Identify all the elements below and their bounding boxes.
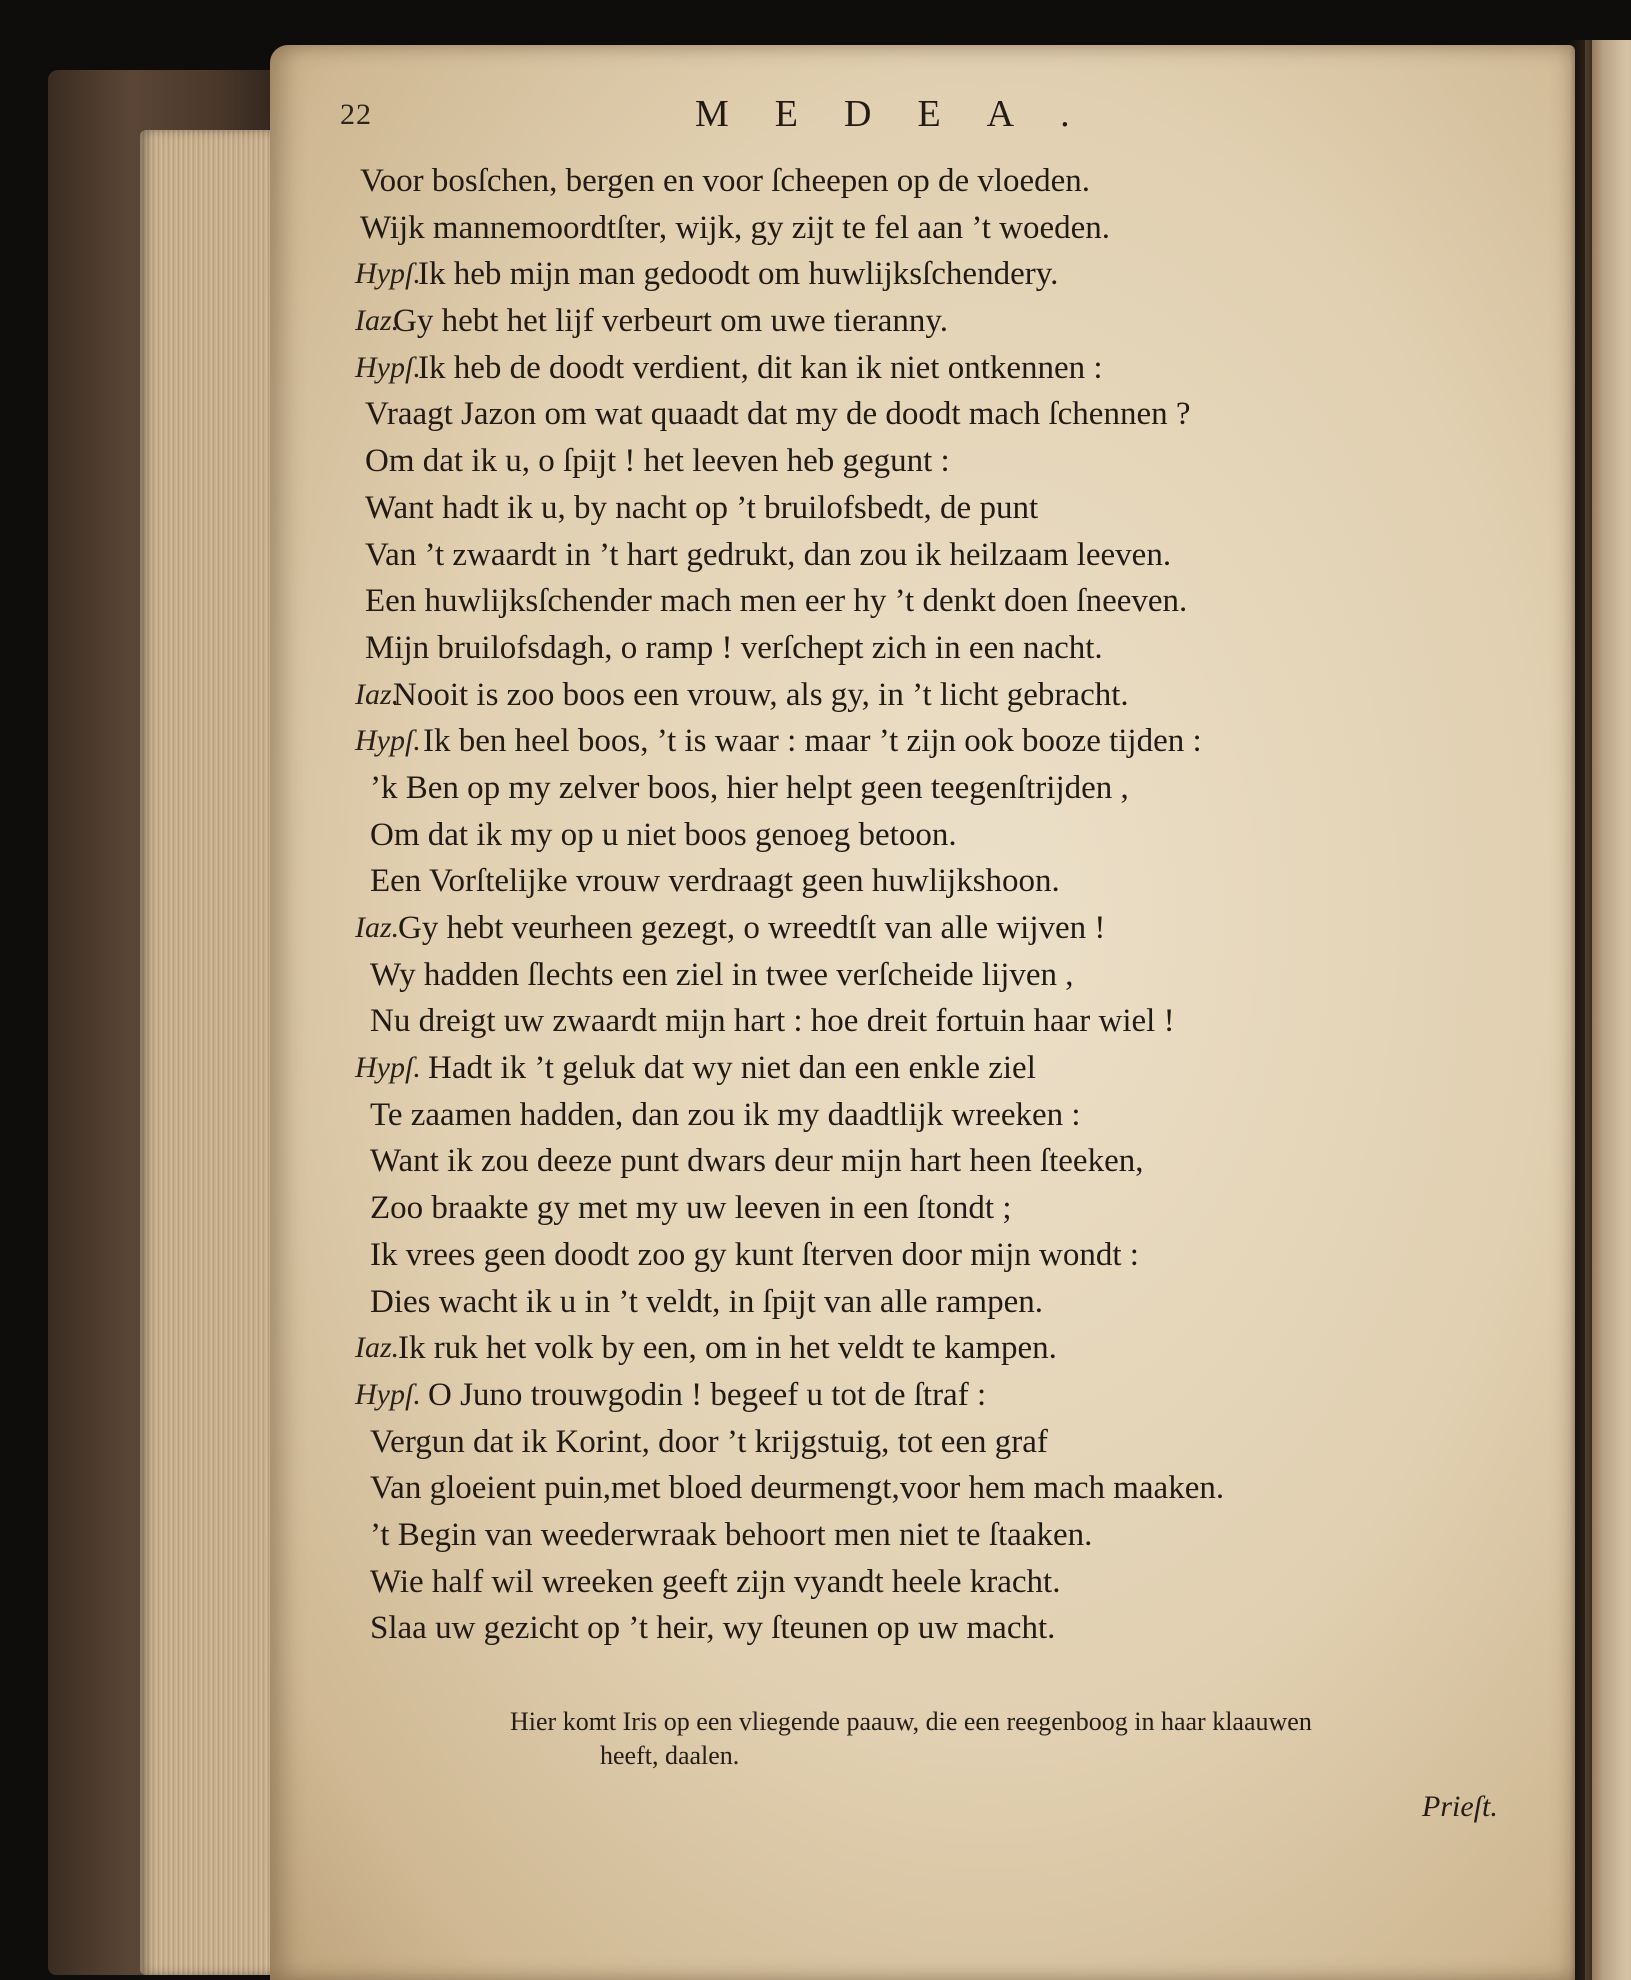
verse-line-text: Wy hadden ſlechts een ziel in twee verſcheide lijven , <box>370 956 1074 993</box>
verse-line <box>355 672 1575 719</box>
stage-direction-line: Hier komt Iris op een vliegende paauw, die een reegenboog in haar klaauwen <box>510 1707 1312 1736</box>
verse-line-text: Vergun dat ik Korint, door ’t krijgstuig, tot een graf <box>370 1423 1048 1460</box>
verse-line-text: Gy hebt veurheen gezegt, o wreedtſt van alle wijven ! <box>398 910 1106 946</box>
verse-line-text: Hadt ik ’t geluk dat wy niet dan een enkle ziel <box>428 1050 1036 1087</box>
verse-line-text: Mijn bruilofsdagh, o ramp ! verſchept zich in een nacht. <box>365 629 1103 666</box>
verse-line-text: Van ’t zwaardt in ’t hart gedrukt, dan zou ik heilzaam leeven. <box>365 536 1172 573</box>
verse-line <box>355 1325 1575 1372</box>
verse-line <box>355 1419 1575 1466</box>
verse-line-text: Nooit is zoo boos een vrouw, als gy, in ’t licht gebracht. <box>393 676 1129 713</box>
verse-line <box>355 1185 1575 1232</box>
verse-line-text: Voor bosſchen, bergen en voor ſcheepen op de vloeden. <box>360 163 1091 199</box>
verse-line-text: Om dat ik my op u niet boos genoeg betoon. <box>370 816 957 853</box>
verse-line <box>355 391 1575 438</box>
verse-line <box>355 1559 1575 1606</box>
verse-line-text: Te zaamen hadden, dan zou ik my daadtlijk wreeken : <box>370 1096 1081 1133</box>
verse-line <box>355 1092 1575 1139</box>
verse-line-text: ’t Begin van weederwraak behoort men niet te ſtaaken. <box>370 1516 1093 1553</box>
speaker-name: Hypſ. <box>355 1377 421 1411</box>
verse-line-text: Om dat ik u, o ſpijt ! het leeven heb gegunt : <box>365 443 950 480</box>
verse-line <box>355 952 1575 999</box>
verse-line-text: O Juno trouwgodin ! begeef u tot de ſtraf : <box>428 1376 987 1413</box>
speaker-name: Iaz. <box>355 677 400 711</box>
verse-line <box>355 1605 1575 1652</box>
verse-line-text: Ik ruk het volk by een, om in het veldt te kampen. <box>398 1330 1057 1367</box>
running-title: MEDEA. <box>695 93 1116 135</box>
verse-line <box>355 345 1575 392</box>
verse-line-text: Ik heb mijn man gedoodt om huwlijksſchendery. <box>418 256 1059 293</box>
verse-line-text: Wijk mannemoordtſter, wijk, gy zijt te fel aan ’t woeden. <box>360 209 1111 246</box>
verse-line <box>355 1279 1575 1326</box>
verse-line-text: Vraagt Jazon om wat quaadt dat my de doodt mach ſchennen ? <box>365 396 1191 433</box>
verse-line-text: Slaa uw gezicht op ’t heir, wy ſteunen op uw macht. <box>370 1610 1056 1647</box>
verse-line <box>355 1232 1575 1279</box>
verse-line <box>355 1512 1575 1559</box>
verse-line <box>355 905 1575 952</box>
verse-line <box>355 438 1575 485</box>
page-header <box>340 92 1570 142</box>
verse-line-text: ’k Ben op my zelver boos, hier helpt geen teegenſtrijden , <box>370 769 1129 806</box>
verse-line-text: Van gloeient puin,met bloed deurmengt,voor hem mach maaken. <box>370 1470 1225 1507</box>
stage-direction <box>510 1705 1530 1773</box>
verse-line <box>355 485 1575 532</box>
verse-line-text: Gy hebt het lijf verbeurt om uwe tieranny. <box>393 303 949 340</box>
verse-line-text: Nu dreigt uw zwaardt mijn hart : hoe dreit fortuin haar wiel ! <box>370 1003 1175 1040</box>
verse-line-text: Want hadt ik u, by nacht op ’t bruilofsbedt, de punt <box>365 489 1039 526</box>
speaker-name: Hypſ. <box>355 1051 421 1085</box>
verse-line-text: Zoo braakte gy met my uw leeven in een ſtondt ; <box>370 1190 1012 1227</box>
speaker-name: Hypſ. <box>355 257 421 291</box>
verse-line-text: Want ik zou deeze punt dwars deur mijn hart heen ſteeken, <box>370 1143 1144 1180</box>
verse-line <box>355 625 1575 672</box>
speaker-name: Iaz. <box>355 1331 400 1365</box>
verse-line <box>355 298 1575 345</box>
verse-line <box>355 532 1575 579</box>
verse-line <box>355 578 1575 625</box>
verse-line <box>355 1465 1575 1512</box>
stage-direction-line: heeft, daalen. <box>600 1741 740 1770</box>
verse-line-text: Wie half wil wreeken geeft zijn vyandt heele kracht. <box>370 1563 1061 1600</box>
verse-text <box>355 158 1575 1652</box>
verse-line-text: Ik vrees geen doodt zoo gy kunt ſterven door mijn wondt : <box>370 1236 1139 1273</box>
verse-line <box>355 1045 1575 1092</box>
verse-line <box>355 1372 1575 1419</box>
verse-line-text: Een huwlijksſchender mach men eer hy ’t denkt doen ſneeven. <box>365 583 1188 620</box>
verse-line <box>355 765 1575 812</box>
verse-line <box>355 812 1575 859</box>
verse-line <box>355 998 1575 1045</box>
verse-line <box>355 205 1575 252</box>
speaker-name: Iaz. <box>355 304 400 338</box>
verse-line-text: Een Vorſtelijke vrouw verdraagt geen huwlijkshoon. <box>370 863 1060 900</box>
speaker-name: Iaz. <box>355 911 400 944</box>
speaker-name: Hypſ. <box>355 724 421 758</box>
speaker-name: Hypſ. <box>355 350 421 384</box>
verse-line-text: Ik ben heel boos, ’t is waar : maar ’t zijn ook booze tijden : <box>423 723 1202 760</box>
verse-line <box>355 1138 1575 1185</box>
catchword: Prieſt. <box>1422 1790 1498 1823</box>
verse-line <box>355 158 1575 205</box>
verse-line <box>355 251 1575 298</box>
verse-line-text: Dies wacht ik u in ’t veldt, in ſpijt van alle rampen. <box>370 1283 1043 1320</box>
verse-line-text: Ik heb de doodt verdient, dit kan ik niet ontkennen : <box>418 349 1103 386</box>
verse-line <box>355 858 1575 905</box>
verse-line <box>355 718 1575 765</box>
page-number: 22 <box>340 98 372 131</box>
